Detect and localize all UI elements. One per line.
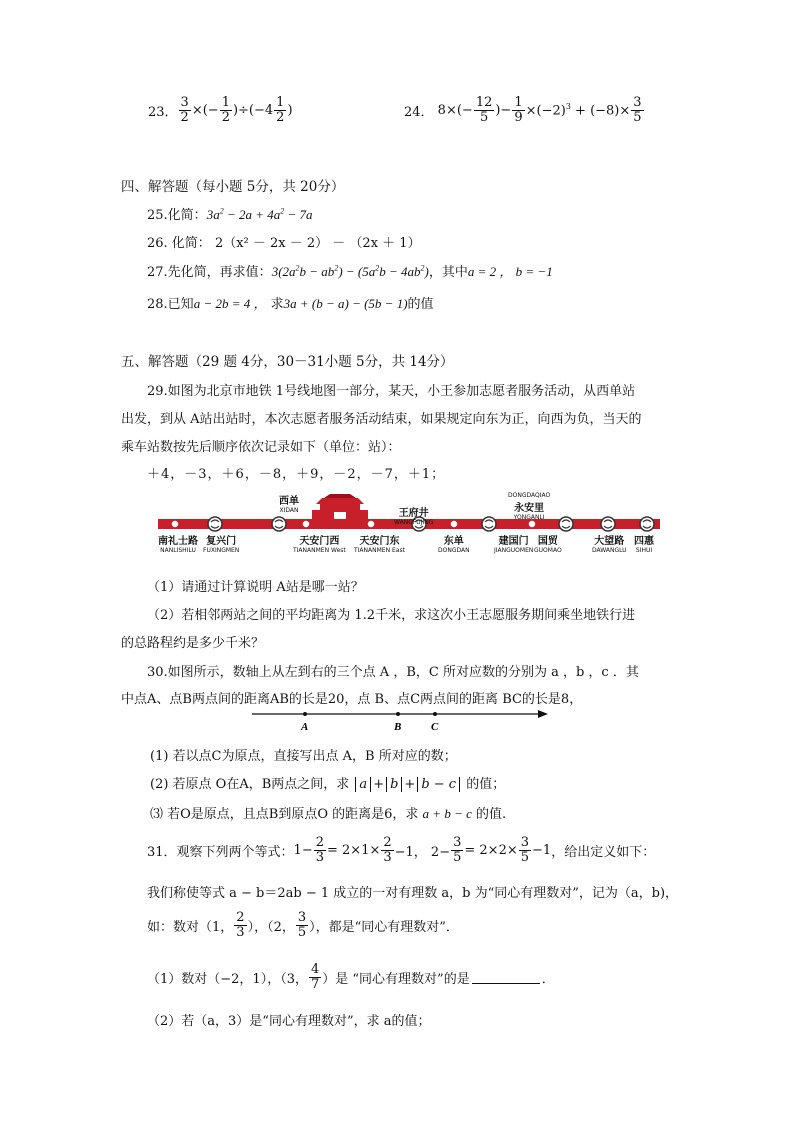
transfer-station-icon — [640, 517, 654, 531]
question-27: 27.先化简，再求值：$3(2a^2b - ab^2) - (5a^2b - 4ab^2)$，其中a = 2 ， b = −1 — [147, 263, 553, 280]
q30-sub-3: ⑶ 若O是原点，且点B到原点O 的距离是6，求 a + b − c 的值. — [150, 806, 507, 822]
station-label: 天安门西 TIANANMEN West — [293, 536, 346, 554]
fraction: $\frac{3}{2}$ — [180, 95, 189, 125]
fraction: $\frac{12}{5}$ — [475, 95, 493, 125]
station-dot — [450, 520, 458, 528]
q29-para-2: 出发，到从 A站出站时，本次志愿者服务活动结束，如果规定向东为正，向西为负，当天的 — [121, 412, 642, 427]
q29-para-3: 乘车站数按先后顺序依次记录如下（单位：站）： — [121, 440, 401, 455]
station-label: DONGDAQIAO 永安里 YONGANLI — [508, 492, 551, 521]
transfer-station-icon — [601, 517, 615, 531]
q29-sub-2a: （2）若相邻两站之间的平均距离为 1.2千米，求这次小王志愿服务期间乘坐地铁行进 — [147, 608, 636, 623]
axis-label-a: A — [301, 721, 309, 733]
axis-label-c: C — [431, 721, 439, 733]
station-label: 四惠 SIHUI — [634, 536, 654, 554]
q31-sub-2: （2）若（a，3）是“同心有理数对”，求 a的值； — [147, 1014, 431, 1029]
q31-para-3: 如：数对（1， $\frac{2}{3}$ ），（2， $\frac{3}{5}$ ），都是“同心有理数对”． — [147, 910, 459, 940]
fraction: $\frac{1}{2}$ — [276, 95, 285, 125]
station-label: 大望路 DAWANGLU — [592, 536, 627, 554]
question-28: 28.已知a − 2b = 4 ， 求3a + (b − a) − (5b − 1)的值 — [147, 296, 434, 312]
fraction: $\frac{3}{5}$ — [633, 95, 642, 125]
section-5-title: 五、解答题（29 题 4分，30－31小题 5分，共 14分） — [121, 354, 454, 370]
transfer-station-icon — [272, 517, 286, 531]
q30-sub-2: (2) 若原点 O在A，B两点之间，求 a + b + b − c 的值； — [150, 777, 506, 792]
q29-sub-2b: 的总路程约是多少千米？ — [121, 636, 265, 651]
station-label: 天安门东 TIANANMEN East — [354, 536, 405, 554]
question-26: 26. 化简： 2（x² － 2x － 2） － （2x ＋ 1） — [147, 236, 421, 251]
point-a — [303, 712, 307, 716]
q30-sub-1: (1) 若以点C为原点，直接写出点 A，B 所对应的数； — [150, 749, 457, 764]
q31-para-1: 31．观察下列两个等式： 1− $\frac{2}{3}$ = 2×1× $\frac{2}{3}$ −1， 2− $\frac{3}{5}$ = 2×2× $\frac{3}{5}$ −1 ，给出定义如下： — [147, 835, 656, 865]
q29-para-1: 29.如图为北京市地铁 1号线地图一部分，某天，小王参加志愿者服务活动，从西单站 — [147, 384, 636, 399]
station-label: 建国门 JIANGUOMEN — [494, 536, 534, 554]
station-label: 南礼士路 NANLISHILU — [158, 536, 198, 554]
station-dot — [302, 520, 310, 528]
station-dot — [171, 520, 179, 528]
question-24: 24． 8×(− $\frac{12}{5}$ )− $\frac{1}{9}$ $\times(-2)^3 + (-8)\times$ $\frac{3}{5}$ — [404, 95, 642, 125]
axis-arrow — [538, 710, 548, 718]
transfer-station-icon — [208, 517, 222, 531]
fraction: $\frac{1}{2}$ — [221, 95, 230, 125]
station-label: 西单 XIDAN — [279, 496, 299, 514]
station-label: 东单 DONGDAN — [438, 536, 470, 554]
q29-sub-1: （1）请通过计算说明 A站是哪一站？ — [147, 580, 364, 595]
question-23: 23． $\frac{3}{2}$ ×(− $\frac{1}{2}$ )÷(−4 $\frac{1}{2}$ ) — [148, 95, 293, 125]
number-line — [250, 706, 550, 734]
fraction: $\frac{1}{9}$ — [514, 95, 523, 125]
q30-para-1: 30.如图所示，数轴上从左到右的三个点 A ，B，C 所对应数的分别为 a ，b ，c ．其 — [147, 665, 639, 680]
point-c — [433, 712, 437, 716]
q24-number: 24． — [404, 104, 434, 120]
section-4-title: 四、解答题（每小题 5分，共 20分） — [121, 179, 345, 195]
q23-number: 23． — [148, 104, 178, 120]
station-label: 国贸 GUOMAO — [534, 536, 562, 554]
station-label: 王府井 WANGFUJING — [394, 508, 434, 526]
question-25: 25.化简：$3a^2 - 2a + 4a^2 - 7a$ — [147, 206, 313, 223]
q31-para-2: 我们称使等式 a − b＝2ab − 1 成立的一对有理数 a，b 为“同心有理数对”，记为（a，b)， — [147, 886, 679, 901]
station-label: 复兴门 FUXINGMEN — [203, 536, 240, 554]
answer-blank[interactable] — [472, 971, 540, 984]
tiananmen-icon — [312, 494, 368, 520]
transfer-station-icon — [482, 517, 496, 531]
metro-line-map — [158, 492, 660, 558]
point-b — [396, 712, 400, 716]
q31-sub-1: （1）数对（−2，1），（3， $\frac{4}{7}$ ）是 “同心有理数对”的是 ． — [147, 962, 555, 992]
transfer-station-icon — [559, 517, 573, 531]
station-dot — [528, 520, 536, 528]
station-dot — [367, 520, 375, 528]
q30-para-2: 中点A、点B两点间的距离AB的长是20，点 B、点C两点间的距离 BC的长是8， — [121, 692, 583, 707]
q29-record: ＋4，－3，＋6，－8，＋9，－2，－7，＋1； — [147, 467, 446, 482]
axis-label-b: B — [394, 721, 402, 733]
